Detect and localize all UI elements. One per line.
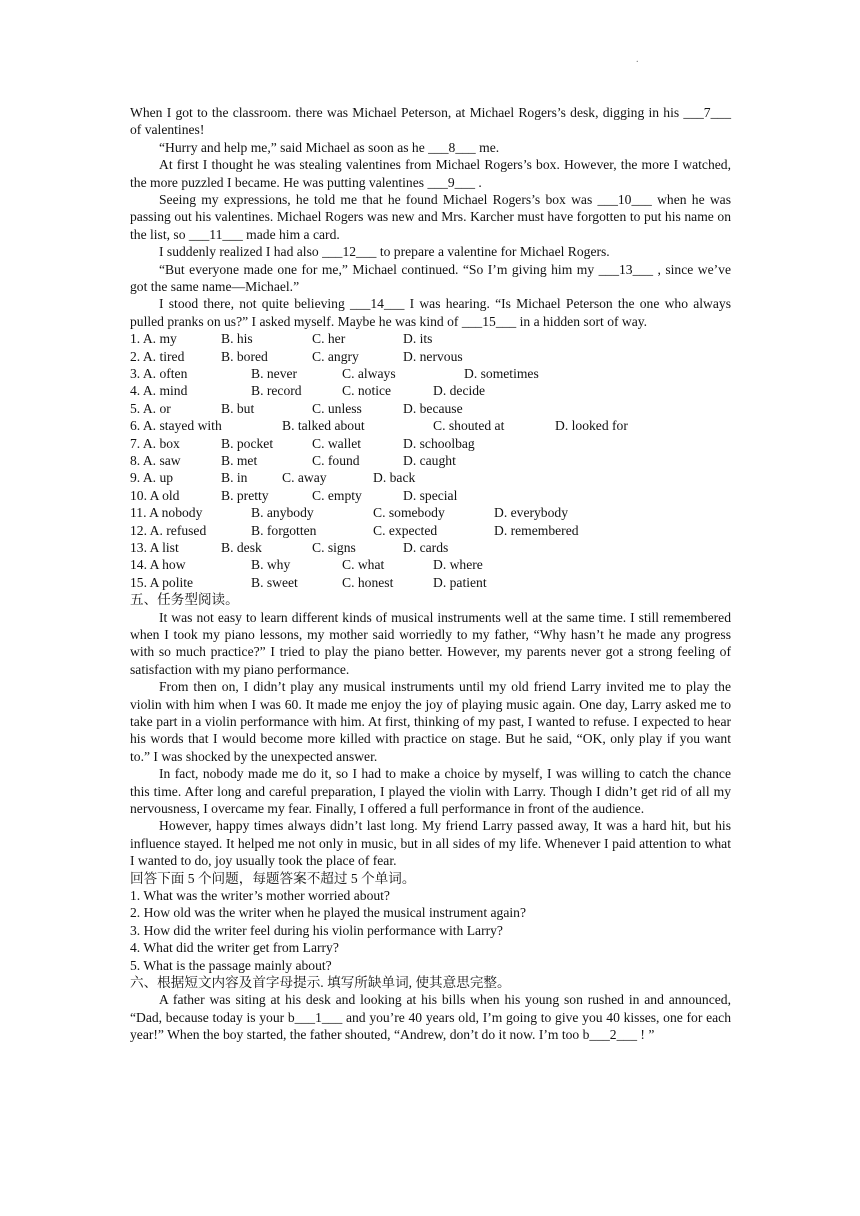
option-choice: D. schoolbag [403,435,475,451]
passage-paragraph: Seeing my expressions, he told me that he found Michael Rogers’s box was ___10___ when he was passing out his valentines. Michael Rogers was new and Mrs. Karcher must have forgotten to put his name on the list, so ___11___ made him a card. [130,192,731,242]
option-row [130,452,731,469]
option-row [130,504,731,521]
option-choice: D. special [403,487,458,503]
question-item: 4. What did the writer get from Larry? [130,940,339,956]
option-choice: 14. A how [130,557,186,573]
option-choice: C. unless [312,400,362,416]
option-choice: 5. A. or [130,400,171,416]
option-choice: C. found [312,453,360,469]
option-choice: C. signs [312,539,356,555]
option-choice: 11. A nobody [130,505,203,521]
option-row [130,522,731,539]
document-page [130,104,731,1044]
question-item: 5. What is the passage mainly about? [130,957,332,973]
option-choice: B. sweet [251,574,298,590]
option-choice: B. in [221,470,248,486]
reading-paragraph: From then on, I didn’t play any musical instruments until my old friend Larry invited me to play the violin with him when I was 60. It made me enjoy the joy of playing music again. One day, Larry asked me to take part in a violin performance with him. At first, thinking of my past, I wanted to refuse. I expected to hear his words that I would become more killed with practice on stage. But he said, “OK, only play if you want to.” I was shocked by the unexpected answer. [130,679,731,764]
option-choice: C. always [342,366,396,382]
option-choice: D. patient [433,574,487,590]
option-choice: C. her [312,331,346,347]
option-choice: 10. A old [130,487,180,503]
option-choice: D. where [433,557,483,573]
option-choice: D. its [403,331,433,347]
option-row [130,348,731,365]
option-choice: D. decide [433,383,486,399]
passage-paragraph: When I got to the classroom. there was Michael Peterson, at Michael Rogers’s desk, digging in his ___7___ of valentines! [130,105,731,138]
option-choice: B. never [251,366,298,382]
option-choice: C. shouted at [433,418,505,434]
option-choice: 4. A. mind [130,383,188,399]
option-row [130,574,731,591]
question-item: 2. How old was the writer when he played the musical instrument again? [130,905,526,921]
cloze-options [130,330,731,591]
option-choice: B. his [221,331,253,347]
cloze-passage [130,104,731,330]
option-choice: 9. A. up [130,470,174,486]
option-choice: 1. A. my [130,331,177,347]
question-item: 3. How did the writer feel during his violin performance with Larry? [130,922,503,938]
passage-paragraph: At first I thought he was stealing valentines from Michael Rogers’s box. However, the more I watched, the more puzzled I became. He was putting valentines ___9___ . [130,157,731,190]
option-row [130,382,731,399]
reading-paragraph: It was not easy to learn different kinds of musical instruments well at the same time. I still remembered when I took my piano lessons, my mother said worriedly to my father, “Why hasn’t he made any progress with so much practice?” I tried to play the piano better. However, my parents never got a strong feeling of satisfaction with my piano performance. [130,609,731,677]
header-mark: . [636,54,639,65]
option-choice: B. record [251,383,302,399]
reading-paragraph: In fact, nobody made me do it, so I had to make a choice by myself, I was willing to catch the chance this time. After long and careful preparation, I played the violin with Larry. Though I didn’t get rid of all my nervousness, I overcame my fear. Finally, I offered a full performance in front of the audience. [130,766,731,817]
option-choice: C. wallet [312,435,362,451]
option-choice: 15. A polite [130,574,194,590]
option-choice: B. talked about [282,418,365,434]
passage-paragraph: I suddenly realized I had also ___12___ to prepare a valentine for Michael Rogers. [159,244,610,260]
option-choice: B. but [221,400,255,416]
option-choice: 13. A list [130,539,179,555]
option-choice: B. met [221,453,258,469]
section6-paragraph: A father was siting at his desk and looking at his bills when his young son rushed in and announced, “Dad, because today is your b___1___ and you’re 40 years old, I’m going to give you 40 kisses, one for each year!” When the boy started, the father shouted, “Andrew, don’t do it now. I’m too b___2___ ! ” [130,992,731,1043]
option-row [130,539,731,556]
option-row [130,469,731,486]
reading-passage [130,609,731,870]
option-choice: 8. A. saw [130,453,181,469]
option-choice: C. notice [342,383,392,399]
option-row [130,556,731,573]
option-choice: D. sometimes [464,366,539,382]
option-choice: 12. A. refused [130,522,207,538]
option-choice: D. back [373,470,416,486]
option-row [130,435,731,452]
option-choice: B. bored [221,348,268,364]
option-choice: 2. A. tired [130,348,185,364]
option-choice: D. remembered [494,522,579,538]
option-row [130,330,731,347]
option-choice: C. honest [342,574,394,590]
option-choice: C. angry [312,348,359,364]
option-choice: B. forgotten [251,522,317,538]
section6-title: 六、根据短文内容及首字母提示. 填写所缺单词, 使其意思完整。 [130,975,511,991]
option-row [130,365,731,382]
section5-title: 五、任务型阅读。 [130,592,239,608]
option-choice: B. pretty [221,487,269,503]
option-choice: D. looked for [555,418,628,434]
option-choice: C. what [342,557,385,573]
option-choice: B. pocket [221,435,274,451]
option-choice: 6. A. stayed with [130,418,222,434]
option-row [130,400,731,417]
option-choice: D. everybody [494,505,568,521]
question-list [130,887,731,974]
option-choice: C. away [282,470,327,486]
option-choice: 7. A. box [130,435,180,451]
option-row [130,417,731,434]
questions-instruction: 回答下面 5 个问题，每题答案不超过 5 个单词。 [130,870,416,886]
option-choice: B. desk [221,539,262,555]
option-choice: D. cards [403,539,449,555]
option-choice: D. because [403,400,463,416]
option-choice: C. somebody [373,505,445,521]
question-item: 1. What was the writer’s mother worried about? [130,888,390,904]
option-choice: D. nervous [403,348,463,364]
passage-paragraph: “But everyone made one for me,” Michael continued. “So I’m giving him my ___13___ , since we’ve got the same name—Michael.” [130,261,731,295]
option-row [130,487,731,504]
option-choice: C. expected [373,522,438,538]
option-choice: C. empty [312,487,362,503]
reading-paragraph: However, happy times always didn’t last long. My friend Larry passed away, It was a hard hit, but his influence stayed. It helped me not only in music, but in all sides of my life. Whenever I paid attention to what I wanted to do, joy usually took the place of fear. [130,818,731,869]
option-choice: B. why [251,557,291,573]
passage-paragraph: I stood there, not quite believing ___14___ I was hearing. “Is Michael Peterson the one who always pulled pranks on us?” I asked myself. Maybe he was kind of ___15___ in a hidden sort of way. [130,296,731,329]
option-choice: 3. A. often [130,366,188,382]
option-choice: D. caught [403,453,456,469]
option-choice: B. anybody [251,505,314,521]
passage-paragraph: “Hurry and help me,” said Michael as soon as he ___8___ me. [159,139,500,155]
